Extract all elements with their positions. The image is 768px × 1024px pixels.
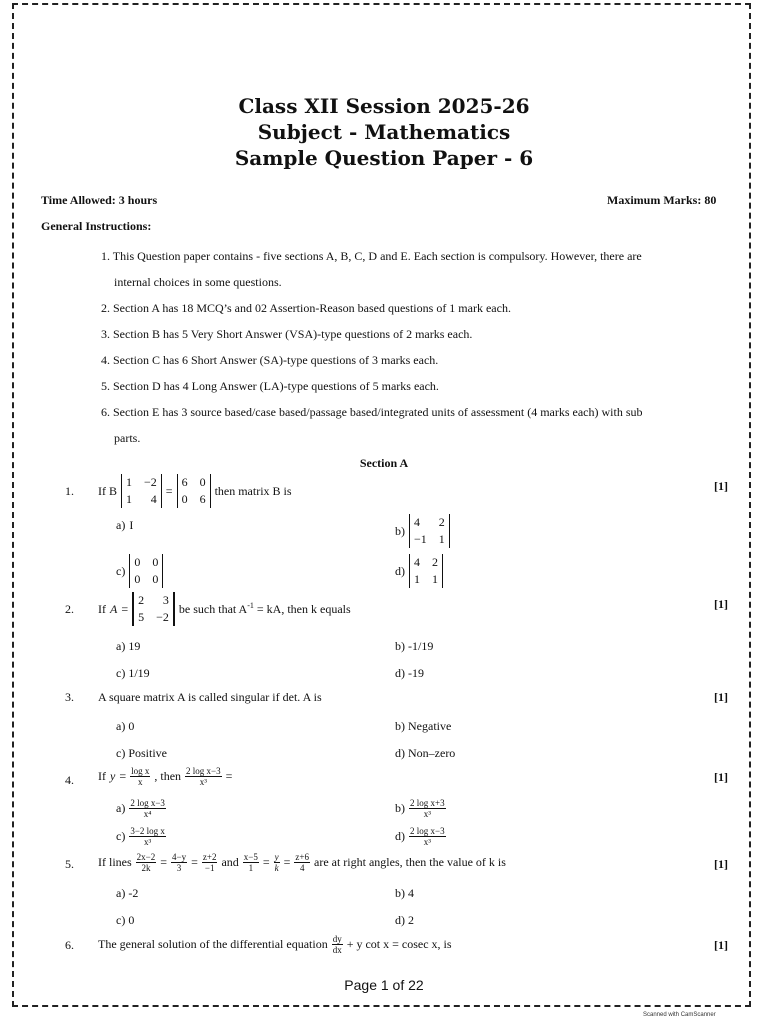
instruction-line: 4. Section C has 6 Short Answer (SA)-type questions of 3 marks each.	[101, 353, 439, 367]
class-session-title: Class XII Session 2025-26	[238, 94, 530, 118]
instruction-line: internal choices in some questions.	[114, 275, 282, 289]
question-number: 4.	[65, 773, 74, 787]
question-4-text: If y = $\frac{\text{log x}}{x}$ , then $\frac{\text{2 log x−3}}{\text{x³}}$ =	[98, 766, 233, 787]
paper-header	[0, 93, 768, 171]
matrix: 2 3 5 −2	[132, 592, 175, 626]
question-number: 1.	[65, 484, 74, 498]
section-heading: Section A	[359, 456, 409, 470]
question-5-text: If lines $\frac{2x-2}{2k}$ = $\frac{4-y}{3}$ = $\frac{z+2}{-1}$ and $\frac{x-5}{1}$ = $\frac{y}{k}$ = $\frac{z+6}{4}$ are at right angles, then the value of k is	[98, 852, 506, 873]
paper-title: Sample Question Paper - 6	[234, 146, 534, 170]
instructions-list	[101, 243, 721, 451]
instruction-line: 1. This Question paper contains - five sections A, B, C, D and E. Each section is compulsory. However, there are	[101, 249, 642, 263]
question-3-text: A square matrix A is called singular if det. A is	[98, 690, 322, 704]
marks-label: [1]	[714, 479, 728, 493]
determinant: 6 0 0 6	[177, 474, 211, 508]
fraction: $\frac{\text{log x}}{x}$	[131, 766, 150, 787]
option-d: d) -19	[395, 666, 424, 680]
determinant: 1 −2 1 4	[121, 474, 162, 508]
marks-label: [1]	[714, 690, 728, 704]
option-a: a) 19	[116, 639, 141, 653]
option-a: a) -2	[116, 886, 139, 900]
option-d: d) 2	[395, 913, 414, 927]
question-6-text: The general solution of the differential equation $\frac{dy}{dx}$ + y cot x = cosec x, is	[98, 934, 452, 955]
option-d: d) $\frac{\text{2 log x−3}}{\text{x³}}$	[395, 826, 445, 847]
option-b: b) 4	[395, 886, 414, 900]
option-b: b) 4 2 −1 1	[395, 514, 450, 548]
marks-label: [1]	[714, 597, 728, 611]
marks-label: [1]	[714, 938, 728, 952]
instruction-line: 5. Section D has 4 Long Answer (LA)-type questions of 5 marks each.	[101, 379, 439, 393]
question-number: 3.	[65, 690, 74, 704]
option-c: c) 1/19	[116, 666, 150, 680]
option-c: c) Positive	[116, 746, 167, 760]
q1-suffix: then matrix B is	[214, 483, 292, 498]
option-b: b) $\frac{\text{2 log x+3}}{\text{x³}}$	[395, 798, 445, 819]
instruction-line: 6. Section E has 3 source based/case based/passage based/integrated units of assessment (4 marks each) with sub	[101, 405, 643, 419]
instruction-line: 3. Section B has 5 Very Short Answer (VSA)-type questions of 2 marks each.	[101, 327, 473, 341]
question-2-text: If A = 2 3 5 −2 be such that $A^{-1}$ = kA, then k equals	[98, 593, 351, 624]
option-d: d) Non–zero	[395, 746, 456, 760]
scanner-watermark: Scanned with CamScanner	[643, 1012, 716, 1018]
option-b: b) -1/19	[395, 639, 434, 653]
subject-title: Subject - Mathematics	[257, 120, 511, 144]
question-number: 6.	[65, 938, 74, 952]
time-allowed: Time Allowed: 3 hours	[41, 193, 158, 207]
marks-label: [1]	[714, 770, 728, 784]
marks-label: [1]	[714, 857, 728, 871]
determinant: 4 2 1 1	[409, 554, 443, 588]
page-number: Page 1 of 22	[344, 977, 424, 993]
instruction-line: parts.	[114, 431, 141, 445]
question-1-text: If B 1 −2 1 4 = 6 0 0 6 then matrix B is	[98, 475, 292, 506]
question-number: 5.	[65, 857, 74, 871]
option-c: c) 0	[116, 913, 135, 927]
instructions-heading: General Instructions:	[41, 219, 152, 233]
option-d: d) 4 2 1 1	[395, 554, 443, 588]
question-number: 2.	[65, 602, 74, 616]
fraction: $\frac{\text{2 log x−3}}{\text{x³}}$	[186, 766, 221, 787]
q1-prefix: If B	[98, 483, 117, 498]
option-a: a) 0	[116, 719, 135, 733]
option-a: a) I	[116, 518, 134, 532]
option-c: c) 0 0 0 0	[116, 554, 163, 588]
option-c: c) $\frac{\text{3−2 log x}}{\text{x³}}$	[116, 826, 165, 847]
instruction-line: 2. Section A has 18 MCQ’s and 02 Assertion-Reason based questions of 1 mark each.	[101, 301, 511, 315]
option-b: b) Negative	[395, 719, 452, 733]
maximum-marks: Maximum Marks: 80	[607, 193, 717, 207]
option-a: a) $\frac{\text{2 log x−3}}{\text{x⁴}}$	[116, 798, 165, 819]
determinant: 0 0 0 0	[129, 554, 163, 588]
determinant: 4 2 −1 1	[409, 514, 450, 548]
